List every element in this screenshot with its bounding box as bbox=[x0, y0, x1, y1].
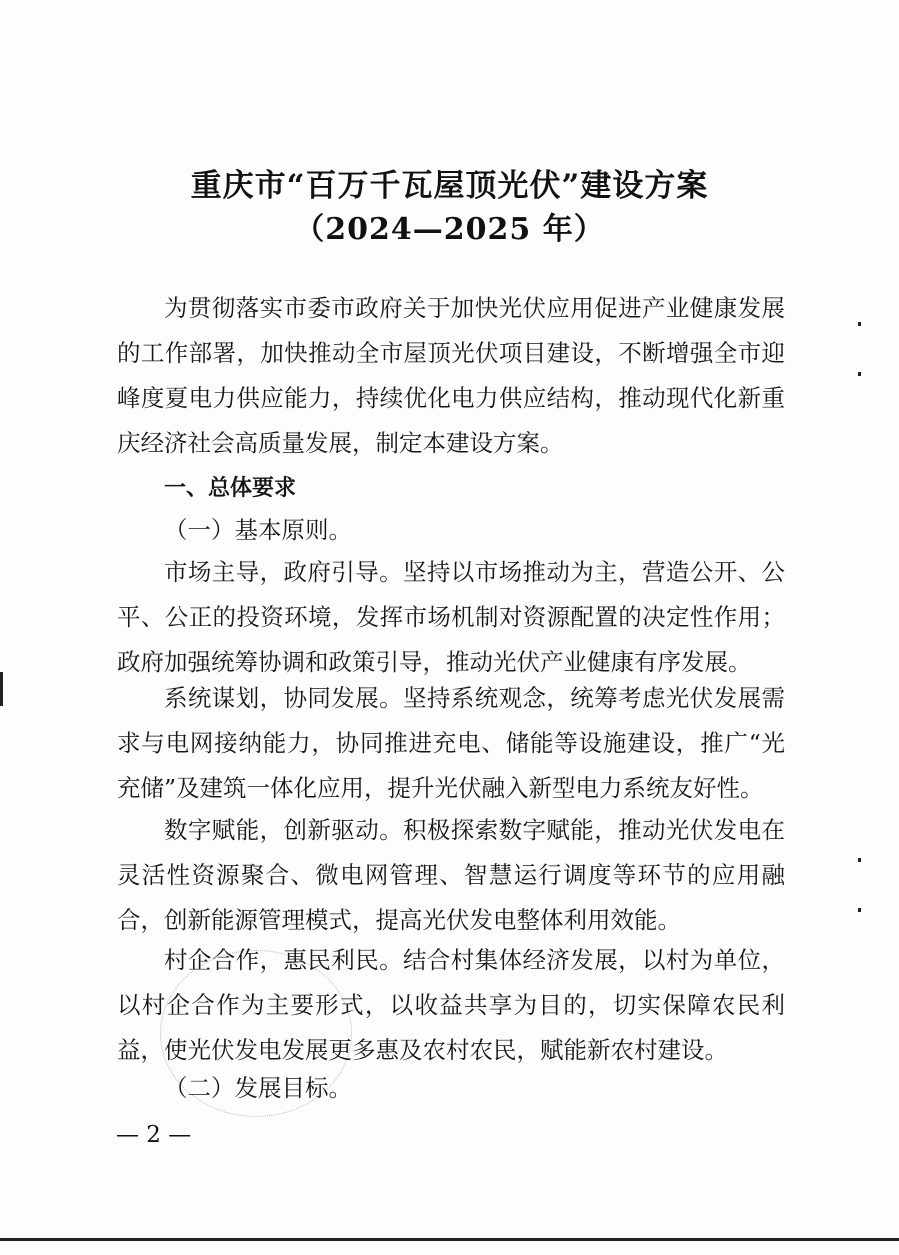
principle-paragraph-village: 村企合作，惠民利民。结合村集体经济发展，以村为单位，以村企合作为主要形式，以收益共享为目的，切实保障农民利益，使光伏发电发展更多惠及农村农民，赋能新农村建设。 bbox=[117, 946, 785, 1064]
document-subtitle: （2024—2025 年） bbox=[294, 212, 605, 247]
scan-mark bbox=[858, 322, 861, 326]
subsection-heading-basic-principles: （一）基本原则。 bbox=[164, 516, 352, 544]
principle-paragraph-system: 系统谋划，协同发展。坚持系统观念，统筹考虑光伏发展需求与电网接纳能力，协同推进充电、储能等设施建设，推广“光充储”及建筑一体化应用，提升光伏融入新型电力系统友好性。 bbox=[117, 684, 785, 802]
principle-paragraph-digital: 数字赋能，创新驱动。积极探索数字赋能，推动光伏发电在灵活性资源聚合、微电网管理、智慧运行调度等环节的应用融合，创新能源管理模式，提高光伏发电整体利用效能。 bbox=[117, 816, 785, 934]
scan-mark bbox=[858, 908, 861, 912]
scan-mark bbox=[0, 672, 3, 706]
page-number: — 2 — bbox=[116, 1122, 192, 1148]
principle-paragraph-market: 市场主导，政府引导。坚持以市场推动为主，营造公开、公平、公正的投资环境，发挥市场机制对资源配置的决定性作用；政府加强统筹协调和政策引导，推动光伏产业健康有序发展。 bbox=[117, 558, 785, 676]
intro-paragraph: 为贯彻落实市委市政府关于加快光伏应用促进产业健康发展的工作部署，加快推动全市屋顶光伏项目建设，不断增强全市迎峰度夏电力供应能力，持续优化电力供应结构，推动现代化新重庆经济社会高质量发展，制定本建设方案。 bbox=[117, 294, 785, 457]
scan-mark bbox=[858, 372, 861, 376]
scan-mark bbox=[858, 858, 861, 862]
document-title: 重庆市“百万千瓦屋顶光伏”建设方案 bbox=[190, 168, 709, 204]
scan-mark bbox=[0, 1238, 899, 1241]
subsection-heading-development-goals: （二）发展目标。 bbox=[164, 1074, 352, 1102]
section-heading-general-requirements: 一、总体要求 bbox=[164, 476, 297, 501]
